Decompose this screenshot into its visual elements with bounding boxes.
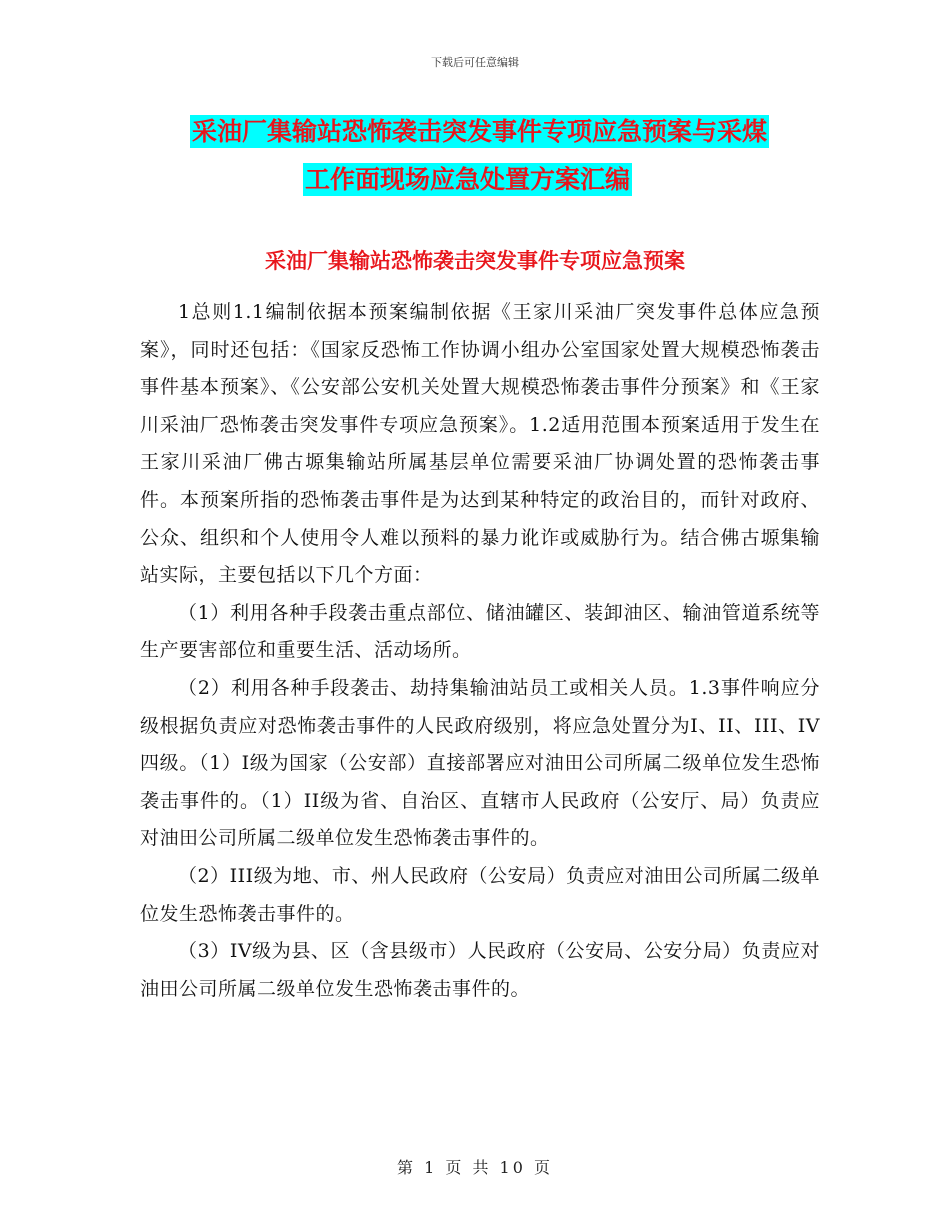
title-line-2 bbox=[190, 156, 830, 204]
page-number-footer: 第 1 页 共 10 页 bbox=[397, 1158, 553, 1177]
paragraph: （1）利用各种手段袭击重点部位、储油罐区、装卸油区、输油管道系统等生产要害部位和重要生活、活动场所。 bbox=[140, 601, 820, 662]
document-title bbox=[190, 108, 830, 204]
section-title: 采油厂集输站恐怖袭击突发事件专项应急预案 bbox=[265, 249, 685, 273]
paragraph: （2）III级为地、市、州人民政府（公安局）负责应对油田公司所属二级单位发生恐怖袭击事件的。 bbox=[140, 864, 820, 925]
title-line-1 bbox=[190, 108, 830, 156]
body-text bbox=[140, 294, 820, 1008]
header-note: 下载后可任意编辑 bbox=[431, 56, 519, 69]
title-line-2-text: 工作面现场应急处置方案汇编 bbox=[305, 165, 631, 194]
paragraph: （2）利用各种手段袭击、劫持集输油站员工或相关人员。1.3事件响应分级根据负责应对恐怖袭击事件的人民政府级别，将应急处置分为I、II、III、IV四级。（1）I级为国家（公安部）直接部署应对油田公司所属二级单位发生恐怖袭击事件的。（1）II级为省、自治区、直辖市人民政府（公安厅、局）负责应对油田公司所属二级单位发生恐怖袭击事件的。 bbox=[140, 676, 820, 850]
paragraph: （3）IV级为县、区（含县级市）人民政府（公安局、公安分局）负责应对油田公司所属二级单位发生恐怖袭击事件的。 bbox=[140, 940, 820, 1000]
title-line-1-text: 采油厂集输站恐怖袭击突发事件专项应急预案与采煤 bbox=[192, 117, 768, 146]
paragraph: 1总则1.1编制依据本预案编制依据《王家川采油厂突发事件总体应急预案》，同时还包括：《国家反恐怖工作协调小组办公室国家处置大规模恐怖袭击事件基本预案》、《公安部公安机关处置大规模恐怖袭击事件分预案》和《王家川采油厂恐怖袭击突发事件专项应急预案》。1.2适用范围本预案适用于发生在王家川采油厂佛古塬集输站所属基层单位需要采油厂协调处置的恐怖袭击事件。本预案所指的恐怖袭击事件是为达到某种特定的政治目的，而针对政府、公众、组织和个人使用令人难以预料的暴力讹诈或威胁行为。结合佛古塬集输站实际，主要包括以下几个方面： bbox=[140, 301, 820, 587]
